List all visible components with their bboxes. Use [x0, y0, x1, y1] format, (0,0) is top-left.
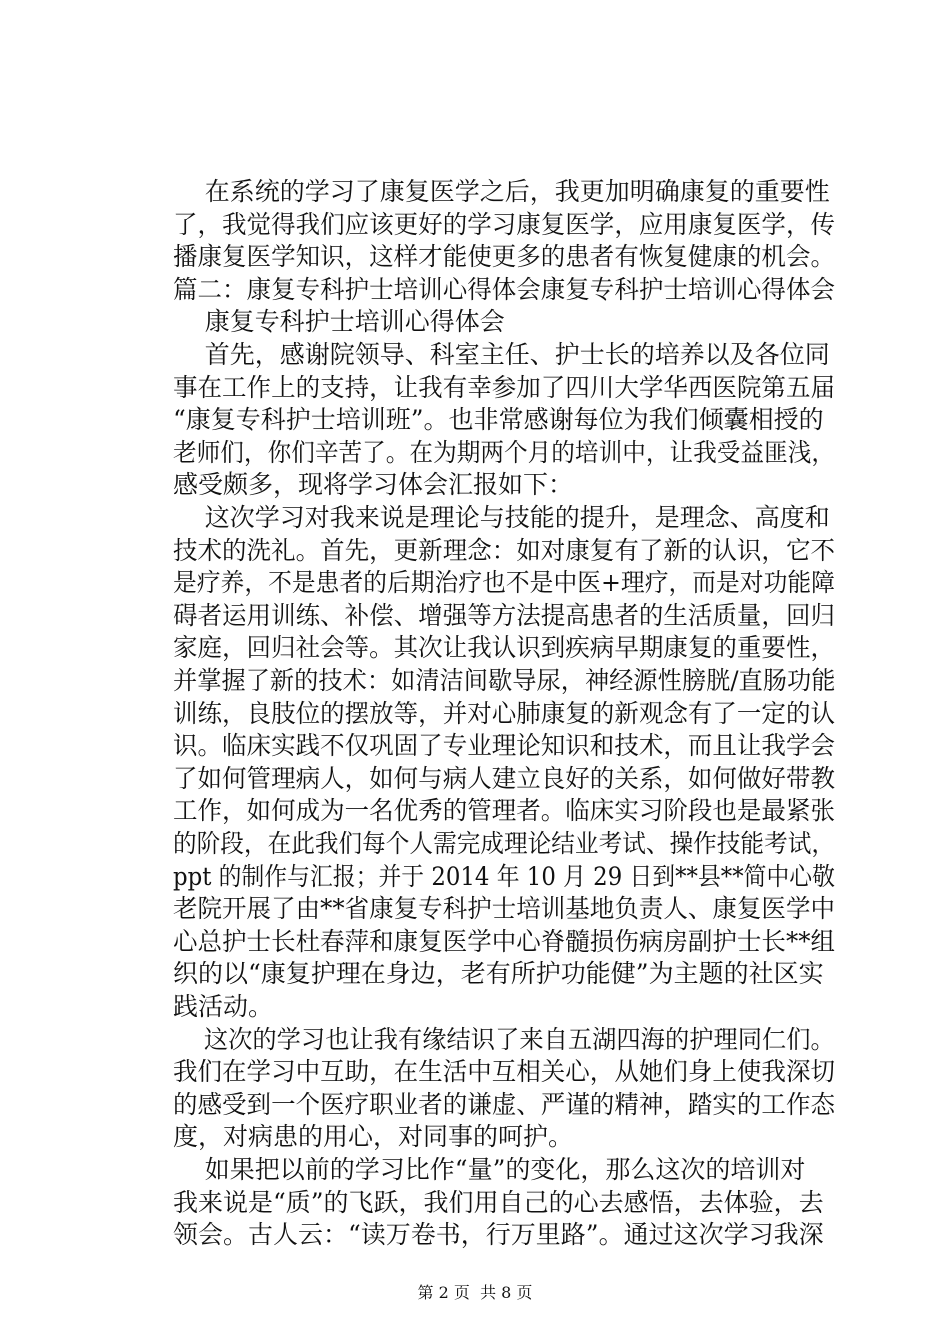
text-line: 事在工作上的支持，让我有幸参加了四川大学华西医院第五届	[173, 372, 835, 402]
text-line: 这次的学习也让我有缘结识了来自五湖四海的护理同仁们。	[173, 1024, 835, 1054]
text-line: 感受颇多，现将学习体会汇报如下：	[173, 470, 574, 500]
text-line: 我来说是“质”的飞跃，我们用自己的心去感悟，去体验，去	[173, 1187, 824, 1217]
text-line: 是疗养，不是患者的后期治疗也不是中医+理疗，而是对功能障	[173, 568, 835, 598]
text-line: 技术的洗礼。首先，更新理念：如对康复有了新的认识，它不	[173, 535, 835, 565]
text-line: 播康复医学知识，这样才能使更多的患者有恢复健康的机会。	[173, 242, 835, 272]
text-line: 了，我觉得我们应该更好的学习康复医学，应用康复医学，传	[173, 209, 835, 239]
page-footer: 第 2 页 共 8 页	[417, 1283, 533, 1302]
text-line: 识。临床实践不仅巩固了专业理论知识和技术，而且让我学会	[173, 731, 835, 761]
text-line: 家庭，回归社会等。其次让我认识到疾病早期康复的重要性，	[173, 633, 835, 663]
text-line: 首先，感谢院领导、科室主任、护士长的培养以及各位同	[173, 340, 830, 369]
text-line: 的阶段，在此我们每个人需完成理论结业考试、操作技能考试，	[173, 829, 836, 858]
text-line: 领会。古人云：“读万卷书，行万里路”。通过这次学习我深	[173, 1220, 824, 1250]
text-line: 织的以“康复护理在身边，老有所护功能健”为主题的社区实	[173, 959, 824, 989]
text-line: 老师们，你们辛苦了。在为期两个月的培训中，让我受益匪浅，	[173, 437, 836, 467]
text-line: 碍者运用训练、补偿、增强等方法提高患者的生活质量，回归	[173, 600, 835, 630]
text-line: 老院开展了由**省康复专科护士培训基地负责人、康复医学中	[173, 894, 835, 924]
text-line: 如果把以前的学习比作“量”的变化，那么这次的培训对	[173, 1155, 806, 1184]
text-line: 的感受到一个医疗职业者的谦虚、严谨的精神，踏实的工作态	[173, 1089, 835, 1119]
text-line: 我们在学习中互助，在生活中互相关心，从她们身上使我深切	[173, 1057, 835, 1087]
text-line: 度，对病患的用心，对同事的呵护。	[173, 1122, 574, 1152]
text-line: 康复专科护士培训心得体会	[173, 307, 505, 337]
text-line: 工作，如何成为一名优秀的管理者。临床实习阶段也是最紧张	[173, 796, 835, 826]
text-line: ppt 的制作与汇报；并于 2014 年 10 月 29 日到**县**简中心敬	[173, 861, 835, 891]
text-line: 并掌握了新的技术：如清洁间歇导尿，神经源性膀胱/直肠功能	[173, 666, 836, 695]
text-line: 在系统的学习了康复医学之后，我更加明确康复的重要性	[173, 177, 830, 206]
text-line: 训练，良肢位的摆放等，并对心肺康复的新观念有了一定的认	[173, 698, 835, 728]
text-line: 心总护士长杜春萍和康复医学中心脊髓损伤病房副护士长**组	[173, 926, 835, 956]
text-line: 践活动。	[173, 992, 274, 1021]
text-line: “康复专科护士培训班”。也非常感谢每位为我们倾囊相授的	[173, 405, 824, 435]
text-line: 篇二：康复专科护士培训心得体会康复专科护士培训心得体会	[173, 274, 835, 304]
text-line: 这次学习对我来说是理论与技能的提升，是理念、高度和	[173, 503, 830, 532]
text-line: 了如何管理病人，如何与病人建立良好的关系，如何做好带教	[173, 763, 835, 793]
